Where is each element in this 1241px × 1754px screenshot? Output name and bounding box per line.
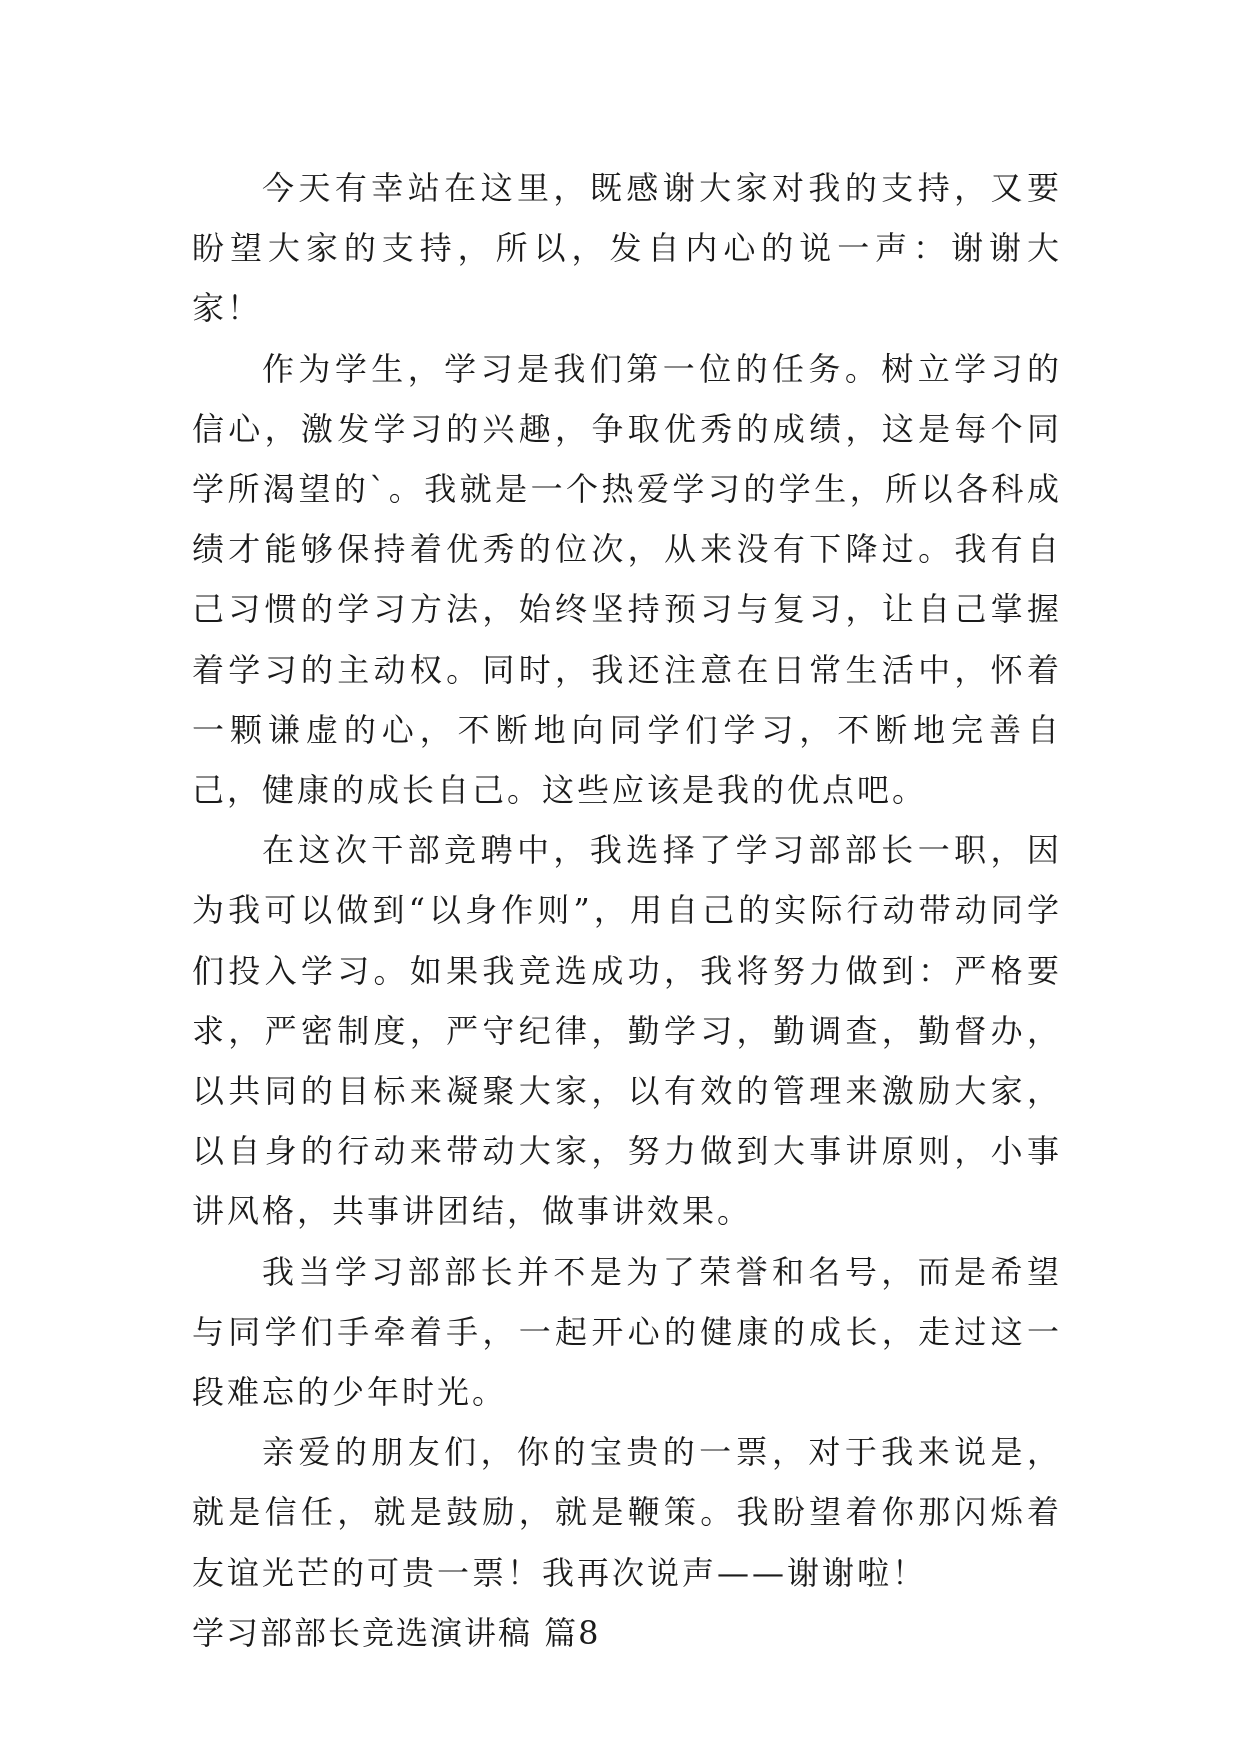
paragraph-thanks: 今天有幸站在这里，既感谢大家对我的支持，又要盼望大家的支持，所以，发自内心的说一声：谢谢大家！: [192, 169, 1062, 328]
paragraph-election: 在这次干部竞聘中，我选择了学习部部长一职，因为我可以做到“以身作则”，用自己的实际行动带动同学们投入学习。如果我竞选成功，我将努力做到：严格要求，严密制度，严守纪律，勤学习，勤调查，勤督办，以共同的目标来凝聚大家，以有效的管理来激励大家，以自身的行动来带动大家，努力做到大事讲原则，小事讲风格，共事讲团结，做事讲效果。: [192, 831, 1062, 1231]
paragraph-study: 作为学生，学习是我们第一位的任务。树立学习的信心，激发学习的兴趣，争取优秀的成绩，这是每个同学所渴望的`。我就是一个热爱学习的学生，所以各科成绩才能够保持着优秀的位次，从来没有下降过。我有自己习惯的学习方法，始终坚持预习与复习，让自己掌握着学习的主动权。同时，我还注意在日常生活中，怀着一颗谦虚的心，不断地向同学们学习，不断地完善自己，健康的成长自己。这些应该是我的优点吧。: [192, 349, 1062, 810]
paragraph-purpose: 我当学习部部长并不是为了荣誉和名号，而是希望与同学们手牵着手，一起开心的健康的成长，走过这一段难忘的少年时光。: [192, 1252, 1062, 1412]
document-body: [192, 158, 1062, 1663]
section-heading: 学习部部长竞选演讲稿 篇8: [192, 1613, 601, 1652]
paragraph-closing: 亲爱的朋友们，你的宝贵的一票，对于我来说是，就是信任，就是鼓励，就是鞭策。我盼望着你那闪烁着友谊光芒的可贵一票！我再次说声——谢谢啦！: [192, 1433, 1062, 1592]
